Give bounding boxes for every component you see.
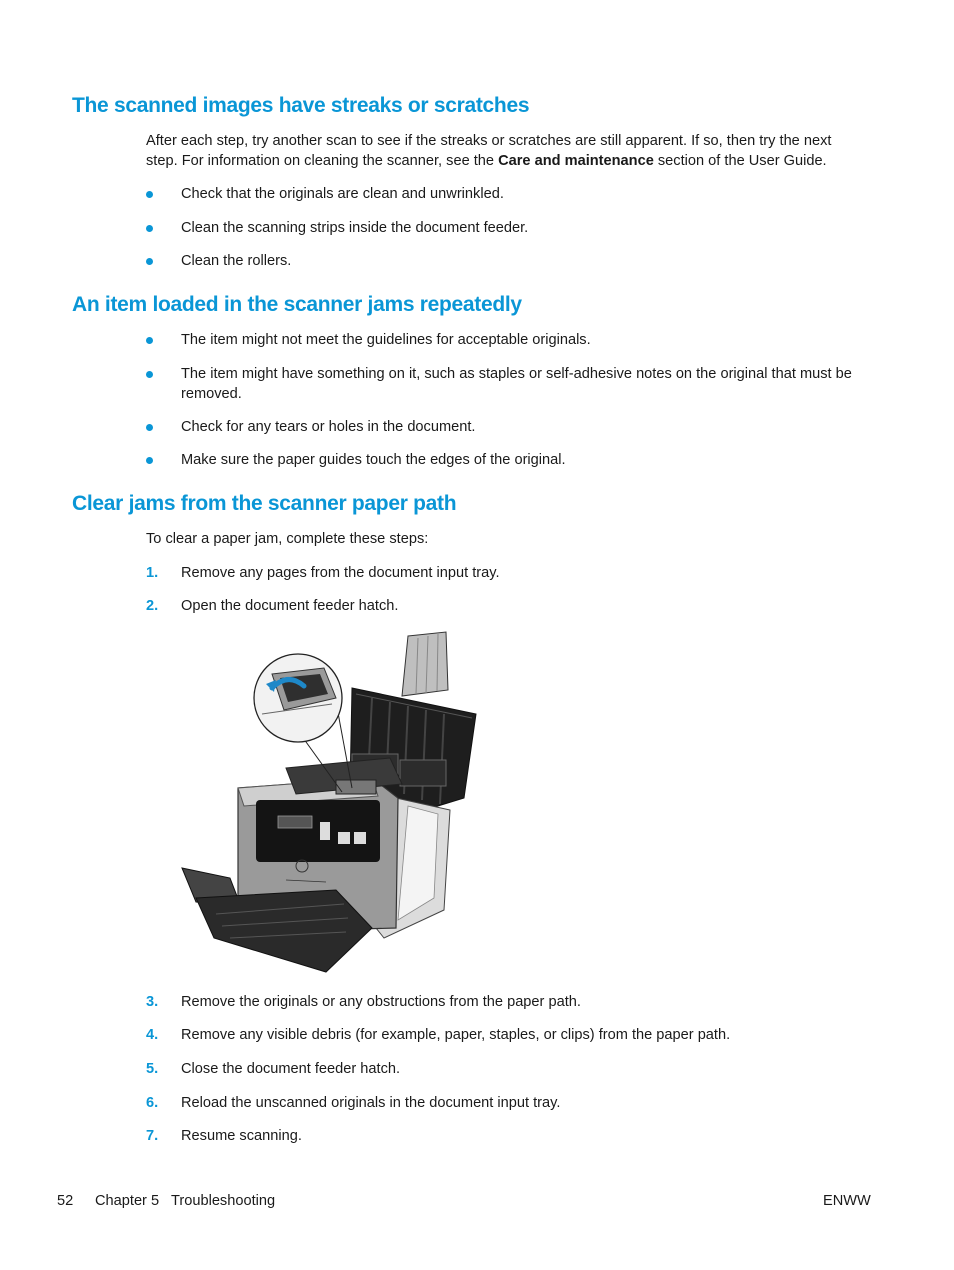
step-text: Reload the unscanned originals in the document input tray. (181, 1095, 561, 1111)
list-item (146, 365, 858, 404)
step-text: Close the document feeder hatch. (181, 1061, 401, 1077)
locale-label: ENWW (823, 1193, 871, 1209)
step-item (146, 1127, 858, 1147)
step-item (146, 1026, 858, 1046)
heading-streaks-scratches: The scanned images have streaks or scratches (72, 94, 530, 117)
bullet-icon (146, 371, 153, 378)
step-number: 2. (146, 598, 159, 614)
bullet-icon (146, 337, 153, 344)
list-item (146, 331, 858, 351)
list-item (146, 418, 858, 438)
step-text: Remove any pages from the document input tray. (181, 565, 500, 581)
bullet-icon (146, 225, 153, 232)
step-item (146, 1094, 858, 1114)
step-number: 1. (146, 565, 159, 581)
step-number: 7. (146, 1128, 159, 1144)
chapter-label: Chapter 5 Troubleshooting (95, 1193, 276, 1209)
list-item-text: Check for any tears or holes in the document. (181, 419, 476, 435)
step-text: Remove any visible debris (for example, paper, staples, or clips) from the paper path. (181, 1027, 731, 1043)
list-item-text: The item might not meet the guidelines for acceptable originals. (181, 332, 591, 348)
step-number: 5. (146, 1061, 159, 1077)
intro-text-2: section of the User Guide. (653, 152, 827, 169)
list-item-text: Check that the originals are clean and unwrinkled. (181, 186, 504, 202)
heading-jams-repeatedly: An item loaded in the scanner jams repeatedly (72, 293, 522, 316)
care-maintenance-ref: Care and maintenance (498, 152, 654, 169)
list-item (146, 451, 858, 471)
list-item-text: Clean the rollers. (181, 253, 292, 269)
step-text: Resume scanning. (181, 1128, 302, 1144)
list-item-text: Clean the scanning strips inside the document feeder. (181, 220, 529, 236)
step-item (146, 597, 858, 617)
bullet-icon (146, 424, 153, 431)
intro-text-1: After each step, try another scan to see if the streaks or scratches are still apparent. If so, then try the next step. For information on cleaning the scanner, see the (146, 133, 832, 169)
list-item-text: The item might have something on it, such as staples or self-adhesive notes on the original that must be removed. (181, 366, 852, 402)
step-item (146, 993, 858, 1013)
bullet-icon (146, 457, 153, 464)
step-number: 3. (146, 994, 159, 1010)
step-number: 6. (146, 1095, 159, 1111)
step-number: 4. (146, 1027, 159, 1043)
intro-clear-jams: To clear a paper jam, complete these steps: (146, 531, 429, 547)
bullet-icon (146, 191, 153, 198)
list-item (146, 185, 858, 205)
page-number: 52 (57, 1193, 74, 1209)
list-item-text: Make sure the paper guides touch the edges of the original. (181, 452, 566, 468)
list-item (146, 219, 858, 239)
scanner-illustration (176, 628, 486, 978)
bullet-icon (146, 258, 153, 265)
step-item (146, 564, 858, 584)
intro-streaks (146, 132, 866, 171)
list-item (146, 252, 858, 272)
step-text: Open the document feeder hatch. (181, 598, 399, 614)
step-item (146, 1060, 858, 1080)
step-text: Remove the originals or any obstructions from the paper path. (181, 994, 581, 1010)
heading-clear-jams: Clear jams from the scanner paper path (72, 492, 457, 515)
